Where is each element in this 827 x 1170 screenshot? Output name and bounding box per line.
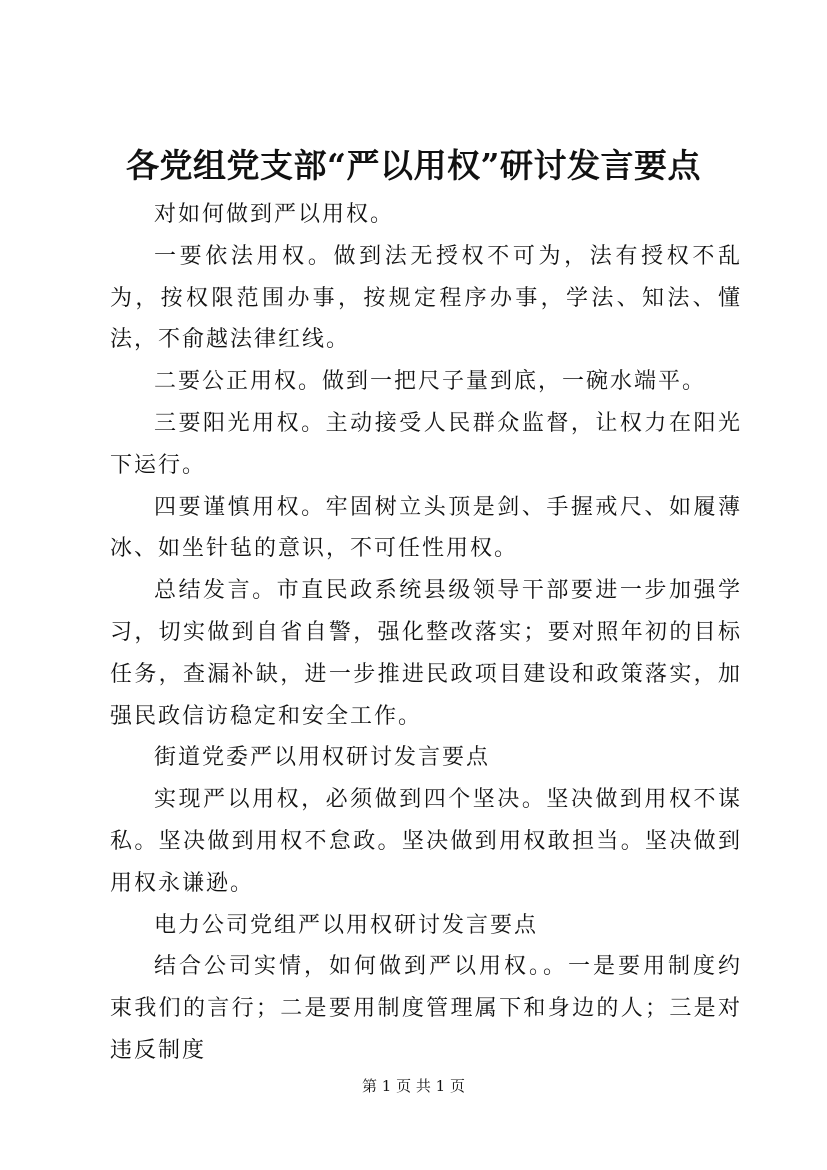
paragraph-intro: 对如何做到严以用权。 [154, 202, 395, 227]
paragraph-point-3: 三要阳光用权。主动接受人民群众监督，让权力在阳光下运行。 [110, 410, 742, 478]
paragraph-point-1: 一要依法用权。做到法无授权不可为，法有授权不乱为，按权限范围办事，按规定程序办事，学法、知法、懂法，不俞越法律红线。 [110, 243, 742, 353]
section-heading-street: 街道党委严以用权研讨发言要点 [154, 745, 491, 771]
paragraph-power: 结合公司实情，如何做到严以用权。。一是要用制度约束我们的言行；二是要用制度管理属下和身边的人；三是对违反制度 [110, 954, 742, 1063]
paragraph-street: 实现严以用权，必须做到四个坚决。坚决做到用权不谋私。坚决做到用权不怠政。坚决做到用权敢担当。坚决做到用权永谦逊。 [110, 787, 742, 896]
page-number-footer: 第 1 页 共 1 页 [362, 1077, 465, 1095]
document-title: 各党组党支部“严以用权”研讨发言要点 [126, 146, 701, 185]
paragraph-summary: 总结发言。市直民政系统县级领导干部要进一步加强学习，切实做到自省自警，强化整改落实；要对照年初的目标任务，查漏补缺，进一步推进民政项目建设和政策落实，加强民政信访稳定和安全工作。 [110, 578, 742, 729]
section-heading-power: 电力公司党组严以用权研讨发言要点 [154, 912, 539, 938]
document-body [110, 194, 742, 1072]
paragraph-point-4: 四要谨慎用权。牢固树立头顶是剑、手握戒尺、如履薄冰、如坐针毡的意识，不可任性用权。 [110, 494, 742, 562]
paragraph-point-2: 二要公正用权。做到一把尺子量到底，一碗水端平。 [154, 369, 707, 395]
